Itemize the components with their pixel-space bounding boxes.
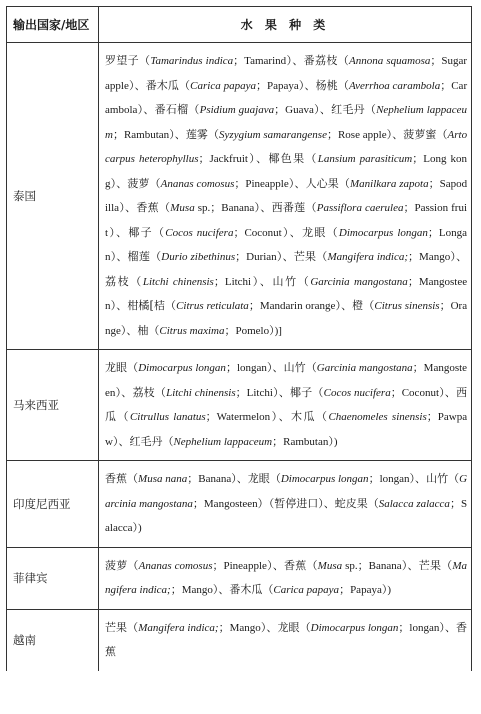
fruit-latin-name: Annona squamosa: [349, 55, 431, 67]
fruit-english-name: Salacca: [105, 497, 468, 534]
fruit-latin-name: Cocos nucifera: [165, 226, 234, 239]
fruit-entry: 芒果（Mangifera indica;；Mango）、: [105, 558, 468, 596]
fruit-chinese-name: 龙眼: [277, 620, 300, 634]
fruit-chinese-name: 柚: [137, 323, 149, 337]
fruit-entry: 番木瓜（Carica papaya；Papaya）): [229, 583, 391, 596]
fruit-english-name: Papaya: [266, 79, 299, 92]
closing-bracket: ): [387, 584, 391, 596]
fruit-chinese-name: 西番莲: [271, 201, 306, 214]
fruit-chinese-name: 人心果: [305, 176, 339, 190]
fruit-english-name: Banana: [198, 473, 232, 485]
country-cell: 印度尼西亚: [7, 461, 99, 548]
fruit-latin-name: Lansium parasiticum: [317, 153, 413, 165]
fruit-chinese-name: 番木瓜: [145, 78, 180, 92]
fruit-chinese-name: 荔枝: [132, 385, 155, 399]
fruit-latin-name: Mangifera indica;: [105, 559, 468, 596]
fruit-english-name: Pineapple: [223, 559, 267, 572]
fruit-latin-name: Musa nana: [138, 473, 188, 485]
fruit-latin-name: Cocos nucifera: [323, 386, 391, 399]
fruit-entry: 蛇皮果（Salacca zalacca；Salacca）): [105, 496, 468, 534]
fruit-english-name: Mango: [229, 621, 261, 634]
fruit-chinese-name: 木瓜: [291, 410, 316, 423]
fruit-latin-name: Artocarpus heterophyllus: [105, 128, 468, 165]
fruit-english-name: Sugarapple: [105, 55, 468, 92]
fruit-chinese-name: 山竹: [283, 361, 306, 374]
fruit-english-name: longan: [236, 362, 267, 374]
fruit-latin-name: Citrus reticulata: [176, 300, 249, 312]
fruit-chinese-name: 香蕉: [105, 620, 468, 658]
fruit-latin-name: Musa: [317, 559, 343, 572]
fruit-latin-name: Averrhoa carambola: [348, 79, 441, 92]
fruit-latin-name: Garcinia mangostana: [105, 473, 468, 510]
import-fruit-table: [6, 6, 472, 671]
fruit-english-name: Coconut: [244, 226, 282, 239]
fruit-english-name: Carambola: [105, 79, 468, 116]
table-row: [7, 461, 472, 548]
fruit-entry: 椰色果（Lansium parasiticum；Long kong）、: [105, 152, 468, 190]
fruit-entry: 荔枝（Litchi chinensis；Litchi）、: [132, 385, 291, 399]
fruit-english-name: Longan: [105, 226, 468, 263]
fruit-entry: 红毛丹（Nephelium lappaceum；Rambutan）): [129, 434, 338, 448]
fruit-latin-name: Dimocarpus longan: [280, 473, 369, 485]
fruit-chinese-name: 香蕉: [284, 558, 307, 572]
fruit-list-cell: [99, 547, 472, 609]
fruit-english-name: Rose apple: [337, 128, 387, 141]
fruit-entry: 番石榴（Psidium guajava；Guava）、: [154, 103, 332, 116]
fruit-entry: 椰子（Cocos nucifera；Coconut）、: [128, 225, 303, 239]
fruit-latin-name: Nephelium lappaceum: [173, 435, 273, 448]
fruit-chinese-name: 菠萝: [105, 558, 128, 572]
fruit-chinese-name: 罗望子: [105, 54, 140, 67]
fruit-chinese-name: 龙眼: [105, 361, 128, 374]
fruit-latin-name: Litchi chinensis: [166, 386, 236, 399]
fruit-latin-name: Carica papaya: [190, 79, 256, 92]
fruit-entry: 龙眼（Dimocarpus longan；Longan）、: [105, 225, 468, 263]
fruit-list-cell: [99, 43, 472, 350]
fruit-latin-name: Passiflora caerulea: [316, 202, 404, 214]
table-header-row: [7, 7, 472, 43]
table-row: [7, 350, 472, 461]
fruit-latin-suffix: sp.: [342, 559, 358, 572]
fruit-chinese-name: 蛇皮果: [334, 496, 368, 510]
fruit-entry: 山竹（Garcinia mangostana；Mangosteen）、: [105, 361, 468, 399]
fruit-chinese-name: 红毛丹: [331, 103, 365, 116]
fruit-english-name: Jackfruit: [209, 153, 248, 165]
fruit-entry: 榴莲（Durio zibethinus；Durian）、: [127, 250, 294, 263]
fruit-entry: 杨桃（Averrhoa carambola；Carambola）、: [105, 78, 468, 116]
fruit-entry: 芒果（Mangifera indica;；Mango）、: [105, 620, 278, 634]
fruit-list-cell: [99, 609, 472, 671]
country-cell: 泰国: [7, 43, 99, 350]
fruit-entry: 罗望子（Tamarindus indica；Tamarind）、: [105, 54, 304, 67]
fruit-latin-name: Nephelium lappaceum: [105, 104, 468, 141]
fruit-entry: 柑橘[桔（Citrus reticulata；Mandarin orange）、: [127, 299, 353, 312]
fruit-list-cell: [99, 461, 472, 548]
fruit-chinese-name: 龙眼: [247, 472, 270, 485]
fruit-entry: 西瓜（Citrullus lanatus；Watermelon）、: [105, 385, 468, 423]
fruit-note: （暂停进口）: [268, 496, 324, 510]
fruit-english-name: longan: [409, 621, 440, 634]
fruit-chinese-name: 菠萝: [127, 176, 150, 190]
fruit-english-name: Mangosteen: [105, 362, 468, 399]
fruit-latin-name: Dimocarpus longan: [310, 621, 399, 634]
fruit-english-name: Orange: [105, 300, 468, 337]
fruit-entry: 莲雾（Syzygium samarangense；Rose apple）、: [185, 127, 404, 141]
table-body: [7, 43, 472, 671]
fruit-latin-name: Mangifera indica;: [138, 621, 219, 634]
closing-bracket: ): [333, 435, 338, 448]
fruit-chinese-name: 芒果: [105, 620, 128, 634]
fruit-entry: 番荔枝（Annona squamosa；Sugarapple）、: [105, 54, 468, 92]
fruit-chinese-name: 柑橘[桔: [127, 299, 165, 312]
fruit-chinese-name: 龙眼: [302, 225, 327, 239]
fruit-latin-name: Litchi chinensis: [142, 275, 214, 288]
fruit-entry: 龙眼（Dimocarpus longan；longan）、: [247, 472, 427, 485]
fruit-english-name: Rambutan: [283, 435, 329, 448]
fruit-chinese-name: 荔枝: [105, 274, 131, 288]
fruit-english-name: Pineapple: [245, 177, 289, 190]
fruit-english-name: Sapodilla: [105, 177, 468, 214]
fruit-chinese-name: 香蕉: [136, 201, 159, 214]
fruit-latin-name: Tamarindus indica: [150, 55, 234, 67]
fruit-english-name: Mango: [181, 584, 213, 596]
fruit-latin-name: Garcinia mangostana: [310, 275, 408, 288]
fruit-english-name: Mango: [419, 251, 451, 263]
fruit-english-name: Watermelon: [216, 411, 271, 423]
fruit-latin-name: Ananas comosus: [138, 559, 213, 572]
fruit-english-name: Banana: [368, 559, 402, 572]
fruit-english-name: Guava: [285, 104, 314, 116]
fruit-entry: 菠萝蜜（Artocarpus heterophyllus；Jackfruit）、: [105, 127, 468, 165]
fruit-chinese-name: 西瓜: [105, 385, 468, 423]
fruit-latin-name: Carica papaya: [273, 584, 340, 596]
closing-bracket: ): [137, 522, 142, 534]
fruit-english-name: Litchi: [224, 275, 252, 288]
fruit-entry: 红毛丹（Nephelium lappaceum；Rambutan）、: [105, 103, 468, 141]
fruit-chinese-name: 番木瓜: [229, 583, 263, 596]
fruit-entry: 菠萝（Ananas comosus；Pineapple）、: [127, 176, 306, 190]
fruit-english-name: Mangosteen: [105, 275, 468, 312]
fruit-chinese-name: 番石榴: [154, 103, 189, 116]
fruit-entry: 龙眼（Dimocarpus longan；longan）、: [105, 361, 284, 374]
fruit-chinese-name: 椰子: [128, 225, 153, 239]
fruit-entry: 香蕉（Musa nana；Banana）、: [105, 472, 248, 485]
fruit-latin-name: Durio zibethinus: [161, 251, 236, 263]
fruit-chinese-name: 香蕉: [105, 472, 128, 485]
closing-bracket: )]: [274, 324, 282, 337]
fruit-english-name: Mandarin orange: [259, 300, 336, 312]
fruit-list-cell: [99, 350, 472, 461]
fruit-entry: 山竹（Garcinia mangostana；Mangosteen）、: [105, 274, 468, 312]
fruit-chinese-name: 榴莲: [127, 250, 151, 263]
fruit-chinese-name: 山竹: [272, 274, 298, 288]
table-row: [7, 547, 472, 609]
header-country: 输出国家/地区: [7, 7, 99, 43]
fruit-latin-name: Citrullus lanatus: [129, 411, 206, 423]
fruit-latin-name: Citrus maxima: [159, 324, 225, 337]
fruit-chinese-name: 橙: [352, 299, 364, 312]
fruit-latin-name: Dimocarpus longan: [338, 226, 428, 239]
fruit-entry: 荔枝（Litchi chinensis；Litchi）、: [105, 274, 273, 288]
fruit-english-name: Tamarind: [244, 55, 287, 67]
fruit-english-name: Banana: [221, 202, 255, 214]
header-fruit-types: 水 果 种 类: [99, 7, 472, 43]
fruit-english-name: Rambutan: [123, 128, 170, 141]
fruit-english-name: longan: [379, 473, 410, 485]
fruit-english-name: Durian: [246, 251, 277, 263]
country-cell: 越南: [7, 609, 99, 671]
fruit-entry: 龙眼（Dimocarpus longan；longan）、: [277, 620, 457, 634]
fruit-latin-suffix: sp.: [194, 202, 211, 214]
fruit-entry: 山竹（Garcinia mangostana；Mangosteen）（暂停进口）、: [105, 472, 468, 510]
fruit-entry: 西番莲（Passiflora caerulea；Passion fruit）、: [105, 201, 467, 239]
fruit-chinese-name: 椰色果: [268, 152, 306, 165]
fruit-entry: 柚（Citrus maxima；Pomelo）)]: [137, 323, 282, 337]
fruit-latin-name: Musa: [170, 202, 195, 214]
fruit-latin-name: Garcinia mangostana: [316, 362, 413, 374]
fruit-entry: 椰子（Cocos nucifera；Coconut）、: [290, 385, 457, 399]
fruit-chinese-name: 红毛丹: [129, 434, 163, 448]
country-cell: 马来西亚: [7, 350, 99, 461]
fruit-english-name: Passion fruit: [105, 202, 467, 239]
table-row: [7, 609, 472, 671]
fruit-english-name: Papaya: [350, 584, 382, 596]
document-page: [6, 6, 472, 671]
fruit-entry: 香蕉（Musa sp.；Banana）、: [136, 201, 272, 214]
fruit-entry: 橙（Citrus sinensis；Orange）、: [105, 299, 468, 337]
fruit-chinese-name: 芒果: [293, 250, 317, 263]
fruit-latin-name: Dimocarpus longan: [138, 362, 226, 374]
fruit-english-name: Mangosteen: [203, 497, 258, 510]
fruit-entry: 番木瓜（Carica papaya；Papaya）、: [145, 78, 316, 92]
fruit-chinese-name: 莲雾: [185, 127, 208, 141]
country-cell: 菲律宾: [7, 547, 99, 609]
fruit-chinese-name: 山竹: [426, 472, 449, 485]
fruit-latin-name: Manilkara zapota: [349, 177, 429, 190]
fruit-latin-name: Psidium guajava: [199, 104, 275, 116]
fruit-chinese-name: 芒果: [418, 558, 442, 572]
fruit-latin-name: Salacca zalacca: [378, 497, 450, 510]
fruit-latin-name: Ananas comosus: [160, 177, 235, 190]
fruit-entry: 香蕉（Musa sp.；Banana）、: [284, 558, 419, 572]
fruit-chinese-name: 菠萝蜜: [403, 127, 437, 141]
fruit-english-name: Long kong: [105, 153, 468, 190]
fruit-chinese-name: 杨桃: [315, 78, 338, 92]
fruit-chinese-name: 椰子: [290, 385, 313, 399]
fruit-latin-name: Syzygium samarangense: [219, 128, 327, 141]
fruit-english-name: Coconut: [401, 386, 439, 399]
fruit-latin-name: Citrus sinensis: [374, 300, 440, 312]
fruit-entry: 木瓜（Chaenomeles sinensis；Pawpaw）、: [105, 410, 468, 448]
fruit-latin-name: Chaenomeles sinensis: [328, 411, 427, 423]
fruit-entry: 芒果（Mangifera indica;；Mango）、: [293, 250, 468, 263]
fruit-english-name: Litchi: [246, 386, 273, 399]
fruit-english-name: Pomelo: [235, 324, 270, 337]
fruit-entry: 菠萝（Ananas comosus；Pineapple）、: [105, 558, 285, 572]
fruit-english-name: Pawpaw: [105, 411, 468, 448]
table-row: [7, 43, 472, 350]
fruit-entry: 人心果（Manilkara zapota；Sapodilla）、: [105, 176, 468, 214]
fruit-latin-name: Mangifera indica;: [327, 251, 409, 263]
fruit-chinese-name: 番荔枝: [303, 54, 338, 67]
